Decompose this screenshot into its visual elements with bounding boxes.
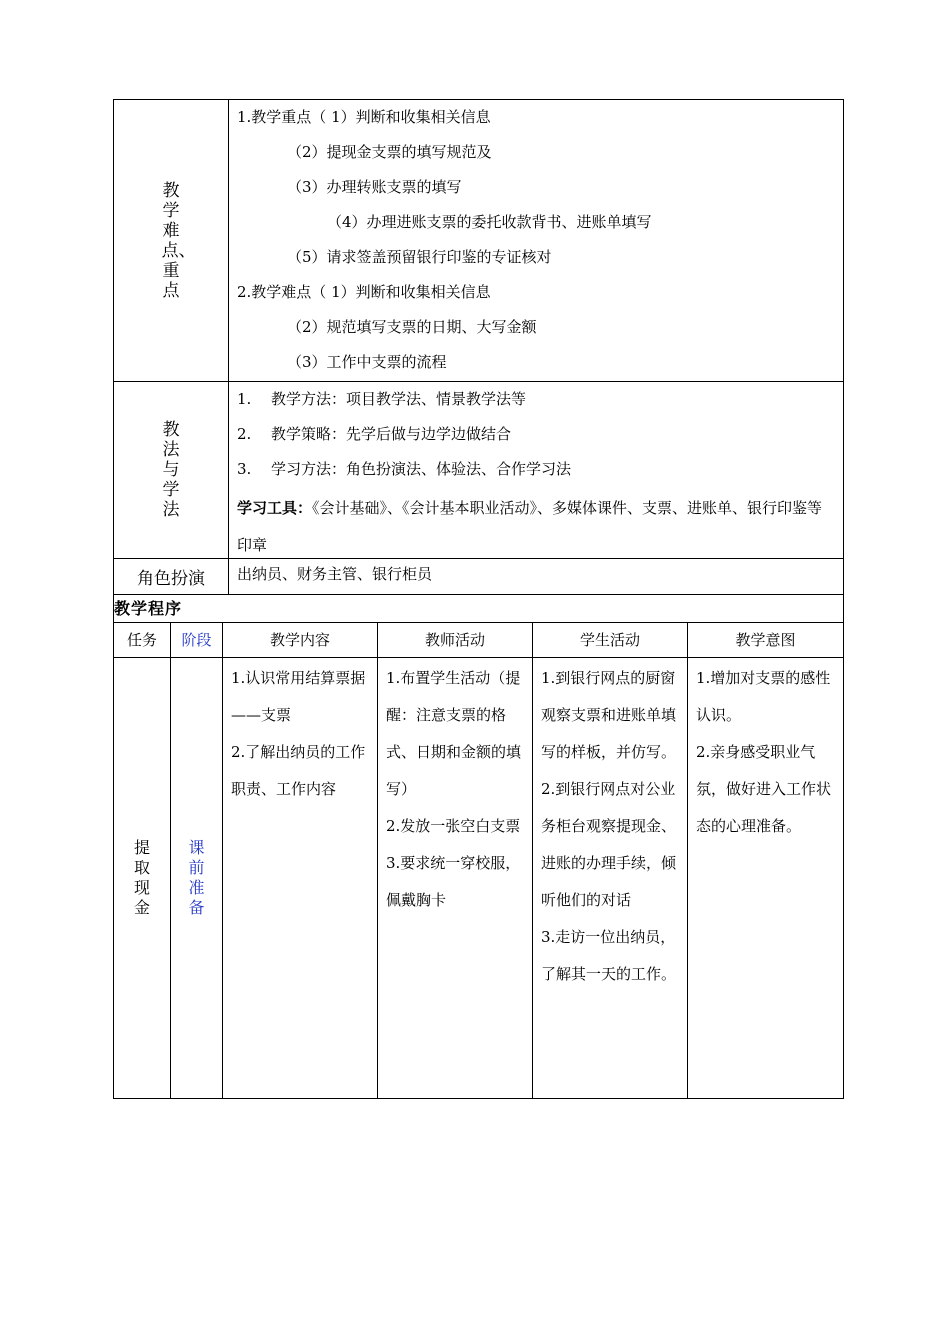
stage-text: 课前准备 — [188, 838, 205, 917]
header-student: 学生活动 — [533, 623, 688, 657]
intent-item: 1.增加对支票的感性认识。 — [696, 669, 831, 724]
difficulty-label: 教学难点、重点 — [161, 180, 196, 301]
method-text: 教学方法：项目教学法、情景教学法等 — [271, 390, 527, 408]
method-item — [237, 420, 835, 455]
method-item — [237, 385, 835, 420]
roles-text: 出纳员、财务主管、银行柜员 — [237, 565, 433, 583]
method-item — [237, 455, 835, 490]
content-cell — [223, 658, 378, 1098]
difficulty-label-cell — [114, 100, 229, 381]
lesson-plan-table — [113, 99, 844, 1099]
methods-row — [114, 382, 843, 559]
header-stage: 阶段 — [171, 623, 223, 657]
difficulty-content — [229, 100, 843, 381]
roles-label: 角色扮演 — [114, 559, 229, 594]
header-content: 教学内容 — [223, 623, 378, 657]
teacher-item: 3.要求统一穿校服，佩戴胸卡 — [386, 854, 521, 909]
method-text: 学习方法：角色扮演法、体验法、合作学习法 — [271, 460, 572, 478]
method-text: 教学策略：先学后做与边学边做结合 — [271, 425, 512, 443]
student-item: 1.到银行网点的厨窗观察支票和进账单填写的样板，并仿写。 — [541, 669, 677, 761]
program-row — [114, 658, 843, 1098]
difficulty-line: （2）规范填写支票的日期、大写金额 — [287, 318, 537, 336]
methods-label-cell — [114, 382, 229, 558]
student-cell — [533, 658, 688, 1098]
difficulty-line: （3）工作中支票的流程 — [287, 353, 447, 371]
stage-cell — [171, 658, 223, 1098]
content-item: 1.认识常用结算票据——支票 — [231, 669, 366, 724]
tools-paragraph — [237, 490, 835, 564]
difficulty-line: （3）办理转账支票的填写 — [287, 178, 462, 196]
difficulty-row — [114, 100, 843, 382]
difficulty-line: （4）办理进账支票的委托收款背书、进账单填写 — [327, 213, 652, 231]
methods-content — [229, 382, 843, 558]
program-title: 教学程序 — [114, 595, 843, 623]
difficulty-line: （2）提现金支票的填写规范及 — [287, 143, 492, 161]
intent-cell — [688, 658, 843, 1098]
header-teacher: 教师活动 — [378, 623, 533, 657]
teacher-cell — [378, 658, 533, 1098]
methods-label: 教法与学法 — [162, 420, 180, 520]
task-text: 提取现金 — [133, 838, 150, 917]
program-header — [114, 623, 843, 658]
header-task: 任务 — [114, 623, 171, 657]
header-intent: 教学意图 — [735, 631, 796, 649]
student-item: 2.到银行网点对公业务柜台观察提现金、进账的办理手续，倾听他们的对话 — [541, 780, 677, 909]
difficulty-line: （5）请求签盖预留银行印鉴的专证核对 — [287, 248, 552, 266]
difficulty-line: 2.教学难点（ 1）判断和收集相关信息 — [237, 283, 491, 301]
difficulty-line: 1.教学重点（ 1）判断和收集相关信息 — [237, 108, 491, 126]
teacher-item: 1.布置学生活动（提醒：注意支票的格式、日期和金额的填写） — [386, 669, 522, 798]
intent-item: 2.亲身感受职业气氛，做好进入工作状态的心理准备。 — [696, 743, 832, 835]
method-num: 2. — [237, 425, 252, 443]
method-num: 1. — [237, 390, 252, 408]
teacher-item: 2.发放一张空白支票 — [386, 817, 521, 835]
tools-text: 《会计基础》、《会计基本职业活动》、多媒体课件、支票、进账单、银行印鉴等印章 — [237, 499, 823, 554]
roles-row — [114, 559, 843, 595]
tools-label: 学习工具： — [237, 499, 313, 517]
method-num: 3. — [237, 460, 252, 478]
content-item: 2.了解出纳员的工作职责、工作内容 — [231, 743, 366, 798]
student-item: 3.走访一位出纳员，了解其一天的工作。 — [541, 928, 677, 983]
task-cell — [114, 658, 171, 1098]
